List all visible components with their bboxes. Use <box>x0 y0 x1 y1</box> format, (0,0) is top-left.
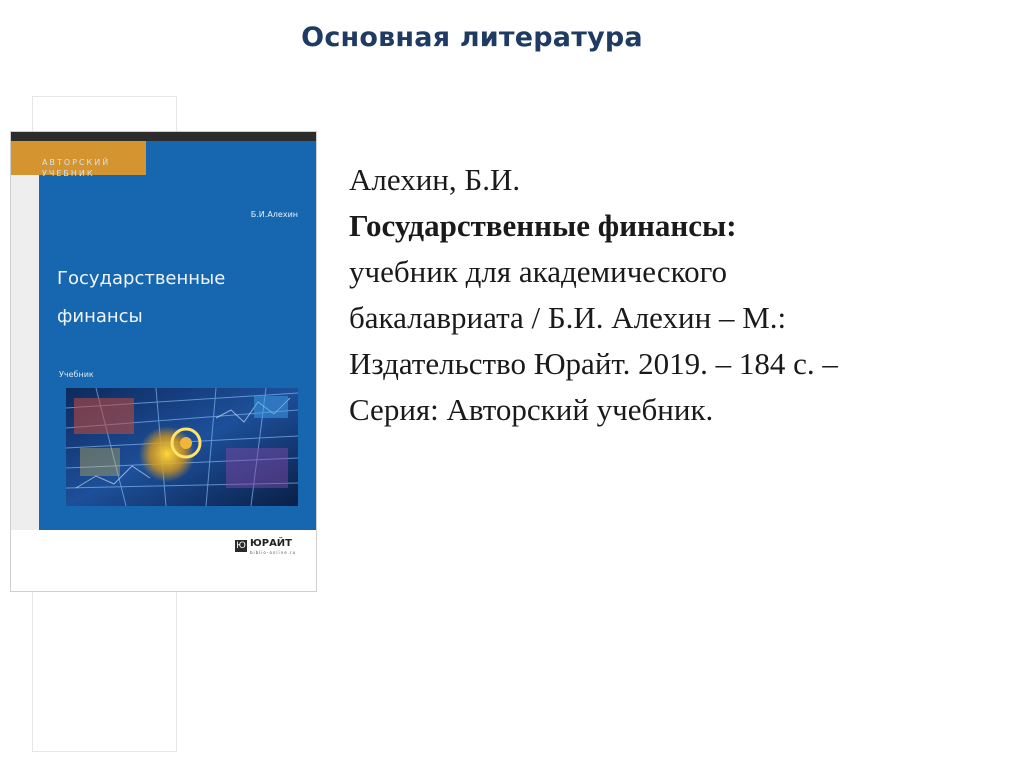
citation-title: Государственные финансы: <box>349 208 737 243</box>
citation-line-6: Серия: Авторский учебник. <box>349 392 714 427</box>
publisher-logo-mark: Ю <box>236 541 246 551</box>
cover-author: Б.И.Алехин <box>250 210 298 219</box>
cover-title-line1: Государственные <box>57 268 226 289</box>
cover-series-label <box>42 157 146 200</box>
book-cover-image <box>10 131 317 592</box>
cover-top-bar <box>11 132 316 141</box>
citation-line-3: учебник для академического <box>349 254 728 289</box>
cover-title-line2: финансы <box>57 306 143 327</box>
cover-title <box>57 260 297 336</box>
slide-title: Основная литература <box>301 22 643 53</box>
cover-series-line1: АВТОРСКИЙ <box>42 158 111 167</box>
cover-left-strip <box>11 175 39 530</box>
cover-series-line2: УЧЕБНИК <box>42 169 95 178</box>
publisher-name: ЮРАЙТ <box>250 538 292 549</box>
citation-line-4: бакалавриата / Б.И. Алехин – М.: <box>349 300 787 335</box>
cover-publisher-logo <box>235 538 303 562</box>
cover-subtitle: Учебник <box>59 370 94 379</box>
cover-finance-collage <box>66 388 298 506</box>
citation-author: Алехин, Б.И. <box>349 162 521 197</box>
bibliographic-citation <box>349 157 999 433</box>
publisher-site: biblio-online.ru <box>250 550 297 555</box>
citation-line-5: Издательство Юрайт. 2019. – 184 с. – <box>349 346 838 381</box>
